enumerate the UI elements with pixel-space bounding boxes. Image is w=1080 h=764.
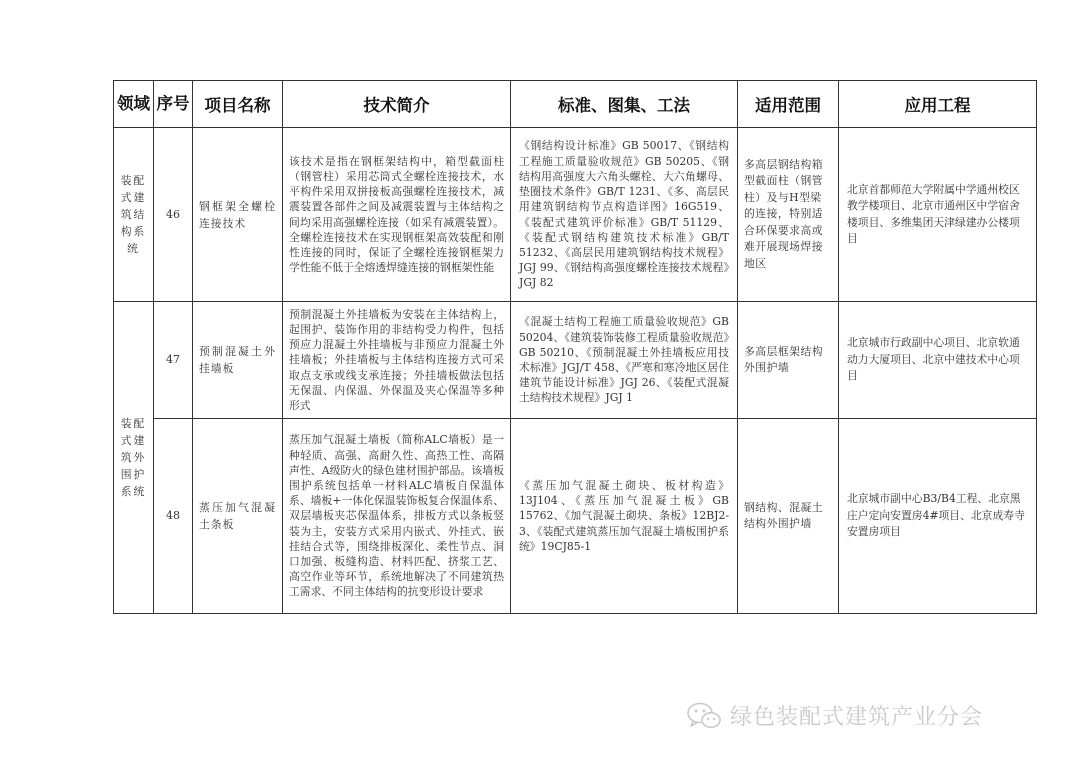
applied-projects: 北京城市行政副中心项目、北京软通动力大厦项目、北京中建技术中心项目: [839, 302, 1037, 419]
applicable-scope: 多高层钢结构箱型截面柱（钢管柱）及与H型梁的连接，特别适合环保要求高或难开展现场焊接地区: [738, 128, 839, 302]
domain-cell-envelope: 装配式建筑外围护系统: [114, 302, 154, 614]
applicable-scope: 钢结构、混凝土结构外围护墙: [738, 419, 839, 614]
project-name: 钢框架全螺栓连接技术: [193, 128, 283, 302]
tech-intro: 蒸压加气混凝土墙板（简称ALC墙板）是一种轻质、高强、高耐久性、高热工性、高隔声性、A级防火的绿色建材围护部品。该墙板围护系统包括单一材料ALC墙板自保温体系、墙板+一体化保温装饰板复合保温体系、双层墙板夹芯保温体系，排板方式以条板竖装为主，安装方式采用内嵌式、外挂式、嵌挂结合式等，围绕排板深化、柔性节点、洞口加强、板缝构造、材料匹配、挤浆工艺、高空作业等环节，系统地解决了不同建筑热工需求、不同主体结构的抗变形设计要求: [283, 419, 511, 614]
header-scope: 适用范围: [738, 81, 839, 128]
header-projects: 应用工程: [839, 81, 1037, 128]
header-domain: 领域: [114, 81, 154, 128]
row-number: 47: [154, 302, 193, 419]
watermark-text: 绿色装配式建筑产业分会: [730, 705, 984, 730]
table-row: [114, 419, 1037, 614]
applied-projects: 北京首都师范大学附属中学通州校区教学楼项目、北京市通州区中学宿舍楼项目、多维集团天津绿建办公楼项目: [839, 128, 1037, 302]
header-intro: 技术简介: [283, 81, 511, 128]
table-row: [114, 302, 1037, 419]
header-row: [114, 81, 1037, 128]
tech-intro: 预制混凝土外挂墙板为安装在主体结构上，起围护、装饰作用的非结构受力构件，包括预应力混凝土外挂墙板与非预应力混凝土外挂墙板；外挂墙板与主体结构连接方式可采取点支承或线支承连接；外挂墙板做法包括无保温、内保温、外保温及夹心保温等多种形式: [283, 302, 511, 419]
project-name: 蒸压加气混凝土条板: [193, 419, 283, 614]
technology-table: [113, 80, 1037, 614]
applicable-scope: 多高层框架结构外围护墙: [738, 302, 839, 419]
standards-list: 《蒸压加气混凝土砌块、板材构造》13J104、《蒸压加气混凝土板》GB 15762、《加气混凝土砌块、条板》12BJ2-3、《装配式建筑蒸压加气混凝土墙板围护系统》19CJ85-1: [511, 419, 738, 614]
header-name: 项目名称: [193, 81, 283, 128]
row-number: 48: [154, 419, 193, 614]
applied-projects: 北京城市副中心B3/B4工程、北京黑庄户定向安置房4#项目、北京成寿寺安置房项目: [839, 419, 1037, 614]
row-number: 46: [154, 128, 193, 302]
watermark: [686, 700, 983, 731]
header-standards: 标准、图集、工法: [511, 81, 738, 128]
tech-intro: 该技术是指在钢框架结构中，箱型截面柱（钢管柱）采用芯筒式全螺栓连接技术，水平构件采用双拼接板高强螺栓连接技术，减震装置各部件之间及减震装置与主体结构之间均采用高强螺栓连接（如采有减震装置）。全螺栓连接技术在实现钢框架高效装配和刚性连接的同时，保证了全螺栓连接钢框架力学性能不低于全熔透焊缝连接的钢框架性能: [283, 128, 511, 302]
standards-list: 《混凝土结构工程施工质量验收规范》GB 50204、《建筑装饰装修工程质量验收规范》GB 50210、《预制混凝土外挂墙板应用技术标准》JGJ/T 458、《严寒和寒冷地区居住建筑节能设计标准》JGJ 26、《装配式混凝土结构技术规程》JGJ 1: [511, 302, 738, 419]
domain-cell-structure: 装配式建筑结构系统: [114, 128, 154, 302]
standards-table-container: [113, 80, 1037, 614]
project-name: 预制混凝土外挂墙板: [193, 302, 283, 419]
header-num: 序号: [154, 81, 193, 128]
wechat-icon: [686, 701, 722, 731]
table-row: [114, 128, 1037, 302]
standards-list: 《钢结构设计标准》GB 50017、《钢结构工程施工质量验收规范》GB 50205、《钢结构用高强度大六角头螺栓、大六角螺母、垫圈技术条件》GB/T 1231、《多、高层民用建筑钢结构节点构造详图》16G519、《装配式建筑评价标准》GB/T 51129、《装配式钢结构建筑技术标准》GB/T 51232、《高层民用建筑钢结构技术规程》JGJ 99、《钢结构高强度螺栓连接技术规程》JGJ 82: [511, 128, 738, 302]
